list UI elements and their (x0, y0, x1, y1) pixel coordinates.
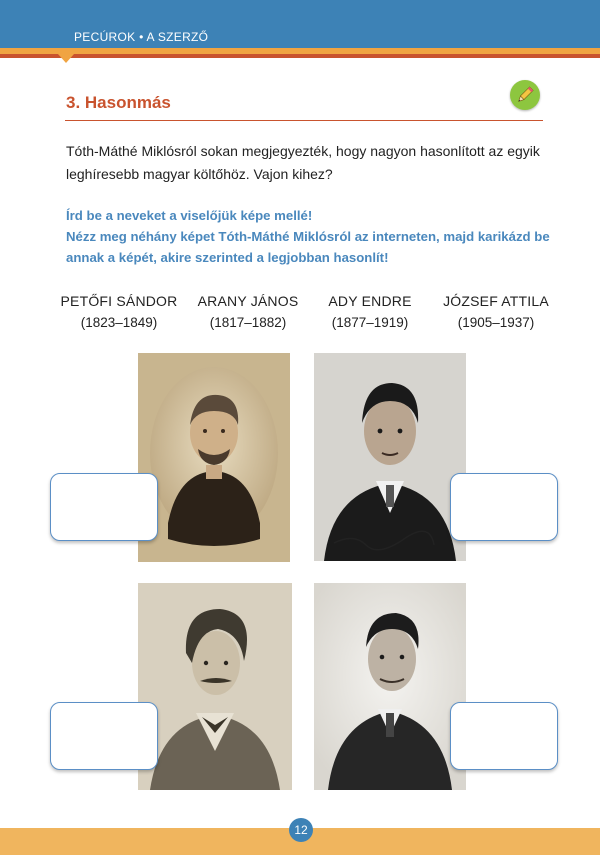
poet-years: (1905–1937) (457, 315, 535, 330)
task-line-3: annak a képét, akire szerinted a legjobban hasonlít! (66, 250, 389, 265)
poet-years: (1823–1849) (80, 315, 158, 330)
answer-box-jozsef[interactable] (450, 702, 558, 770)
header-notch (58, 54, 74, 63)
portrait-arany-photo (138, 353, 290, 562)
poet-name: PETŐFI SÁNDOR (60, 293, 178, 309)
intro-text: Tóth-Máthé Miklósról sokan megjegyezték, hogy nagyon hasonlított az egyik leghíresebb magyar költőhöz. Vajon kihez? (66, 143, 540, 182)
poet-name: ADY ENDRE (328, 293, 412, 309)
poet-jozsef (443, 293, 549, 330)
task-line-2: Nézz meg néhány képet Tóth-Máthé Miklósról az interneten, majd karikázd be (66, 229, 550, 244)
header-title: PECÚROK • A SZERZŐ (74, 30, 209, 44)
answer-box-petofi[interactable] (50, 702, 158, 770)
pencil-icon (510, 80, 540, 110)
answer-box-arany[interactable] (50, 473, 158, 541)
page-number: 12 (289, 818, 313, 842)
poet-petofi (60, 293, 178, 330)
task-line-1: Írd be a neveket a viselőjük képe mellé! (66, 208, 313, 223)
poet-name: JÓZSEF ATTILA (443, 293, 549, 309)
poet-name: ARANY JÁNOS (197, 293, 299, 309)
section-divider (65, 120, 543, 121)
page-header (0, 0, 600, 48)
poet-ady (324, 293, 416, 330)
portrait-petofi-photo (138, 583, 292, 790)
section-title: 3. Hasonmás (66, 93, 171, 112)
task-instructions (66, 205, 556, 268)
poet-arany (196, 293, 300, 330)
portrait-ady-photo (314, 353, 466, 561)
poet-years: (1877–1919) (331, 315, 409, 330)
header-stripe-red (0, 54, 600, 58)
poet-years: (1817–1882) (209, 315, 287, 330)
answer-box-ady[interactable] (450, 473, 558, 541)
portrait-jozsef-photo (314, 583, 466, 790)
